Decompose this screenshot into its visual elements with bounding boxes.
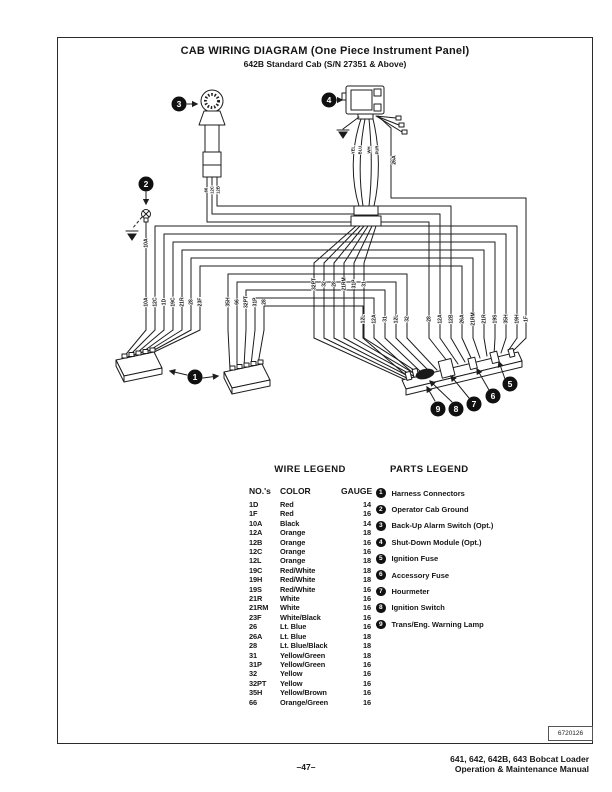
- wire-label: 28: [331, 281, 338, 287]
- svg-text:7: 7: [471, 399, 477, 409]
- wire-no: 31P: [249, 659, 262, 669]
- wire-label: 35H: [503, 314, 510, 324]
- part-number-badge: 4: [376, 538, 386, 548]
- wire-legend-row: [249, 509, 371, 518]
- svg-text:2: 2: [143, 179, 149, 189]
- parts-legend-items: [376, 485, 551, 633]
- svg-text:3: 3: [176, 99, 182, 109]
- part-number-badge: 8: [376, 603, 386, 613]
- wire-no: 12C: [249, 547, 263, 557]
- wire-labels: [144, 145, 530, 325]
- parts-legend-item: [376, 551, 551, 567]
- wire-no: 19C: [249, 565, 263, 575]
- part-number-badge: 2: [376, 505, 386, 515]
- wire-gauge: 16: [362, 697, 371, 707]
- wire-no: 19S: [249, 584, 262, 594]
- wire-legend-header-gauge: GAUGE: [341, 486, 373, 496]
- parts-legend-item: [376, 534, 551, 550]
- wire-gauge: 14: [362, 518, 371, 528]
- wire-legend-header-color: COLOR: [280, 486, 311, 496]
- wire-label: 26A: [459, 314, 466, 324]
- wire-color: Lt. Blue: [280, 631, 307, 641]
- wire-color: Lt. Blue: [280, 622, 307, 632]
- wire-legend-rows: [249, 500, 371, 707]
- wire-label: 21R: [481, 314, 488, 324]
- part-label: Back-Up Alarm Switch (Opt.): [391, 521, 494, 531]
- wire-legend-row: [249, 651, 371, 660]
- wire-no: 26: [249, 622, 258, 632]
- wire-gauge: 16: [362, 584, 371, 594]
- document-number: 6720126: [548, 726, 593, 741]
- harness-connector-right: [224, 330, 270, 394]
- part-label: Harness Connectors: [391, 488, 465, 498]
- wire-label: 12C: [152, 297, 159, 307]
- wire-no: 26A: [249, 631, 263, 641]
- wire-color: Yellow: [280, 669, 303, 679]
- wire-color: Orange: [280, 556, 306, 566]
- wire-color: Red: [280, 509, 294, 519]
- wire-gauge: 18: [362, 641, 371, 651]
- part-label: Ignition Switch: [391, 603, 445, 613]
- wire-gauge: 18: [362, 528, 371, 538]
- wire-label: 12L: [360, 314, 367, 324]
- wire-no: 23F: [249, 612, 262, 622]
- wire-color: Red/White: [280, 584, 316, 594]
- wire-color: Black: [280, 518, 300, 528]
- wire-label: 21RM: [341, 277, 348, 291]
- page-number: –47–: [296, 762, 316, 772]
- wire-label: 32PT: [243, 296, 250, 308]
- wire-gauge: 16: [362, 603, 371, 613]
- parts-legend-item: [376, 616, 551, 632]
- wire-legend-title: WIRE LEGEND: [274, 464, 346, 475]
- wire-label: 28: [426, 316, 433, 322]
- parts-legend: [376, 464, 551, 633]
- wire-label: 12C: [209, 186, 215, 194]
- wire-label: 12A: [371, 314, 378, 324]
- wire-no: 32PT: [249, 678, 267, 688]
- wire-label: 19C: [170, 297, 177, 307]
- wire-color: Yellow: [280, 678, 303, 688]
- harness-connector-left: [116, 330, 200, 382]
- wire-label: 31P: [252, 297, 259, 307]
- wire-gauge: 16: [362, 537, 371, 547]
- wire-legend-row: [249, 641, 371, 650]
- wire-legend-row: [249, 547, 371, 556]
- wire-gauge: 18: [362, 631, 371, 641]
- wire-legend-row: [249, 632, 371, 641]
- callout-3: [172, 97, 198, 112]
- wire-gauge: 16: [362, 547, 371, 557]
- parts-legend-title: PARTS LEGEND: [390, 464, 469, 475]
- part-number-badge: 9: [376, 620, 386, 630]
- wire-legend-row: [249, 660, 371, 669]
- wire-no: 28: [249, 641, 258, 651]
- wire-label: 32: [321, 281, 328, 287]
- part-label: Operator Cab Ground: [391, 505, 469, 515]
- wire-gauge: 18: [362, 575, 371, 585]
- wire-no: 12B: [249, 537, 263, 547]
- wire-label: WH: [366, 146, 372, 154]
- part-label: Accessory Fuse: [391, 570, 450, 580]
- wire-label: 31P: [351, 279, 358, 289]
- parts-legend-item: [376, 518, 551, 534]
- part-label: Hourmeter: [391, 587, 430, 597]
- wire-label: 21RM: [470, 312, 477, 326]
- cab-ground: [126, 210, 151, 241]
- wire-no: 1D: [249, 500, 259, 509]
- wire-legend-header: [249, 486, 371, 496]
- wire-label: 35H: [225, 297, 232, 307]
- wire-label: 32PT: [311, 278, 318, 290]
- wire-legend-row: [249, 538, 371, 547]
- wire-legend-row: [249, 594, 371, 603]
- wire-gauge: 16: [362, 622, 371, 632]
- wire-label: 1D: [161, 298, 168, 306]
- wire-label: 12B: [215, 186, 221, 194]
- wire-legend-row: [249, 669, 371, 678]
- wire-gauge: 18: [362, 556, 371, 566]
- parts-legend-item: [376, 583, 551, 599]
- wire-color: Lt. Blue/Black: [280, 641, 328, 651]
- wire-legend-row: [249, 528, 371, 537]
- wire-gauge: 16: [362, 678, 371, 688]
- wire-legend-row: [249, 688, 371, 697]
- wire-gauge: 16: [362, 509, 371, 519]
- wire-no: 35H: [249, 688, 263, 698]
- wire-color: White: [280, 603, 300, 613]
- wire-label: 28: [261, 299, 268, 305]
- part-number-badge: 1: [376, 488, 386, 498]
- wire-legend-header-no: NO.'s: [249, 486, 271, 496]
- part-number-badge: 7: [376, 587, 386, 597]
- wire-color: Yellow/Green: [280, 650, 326, 660]
- wire-label: 10A: [143, 238, 150, 248]
- wire-no: 31: [249, 650, 258, 660]
- wire-color: Red/White: [280, 575, 316, 585]
- wire-gauge: 16: [362, 612, 371, 622]
- wire-legend-row: [249, 566, 371, 575]
- parts-legend-item: [376, 485, 551, 501]
- wire-legend-row: [249, 679, 371, 688]
- footer: [450, 754, 589, 774]
- parts-legend-item: [376, 600, 551, 616]
- parts-legend-item: [376, 501, 551, 517]
- callout-1: [170, 370, 218, 385]
- wire-no: 66: [249, 697, 258, 707]
- wire-label: 12B: [448, 314, 455, 324]
- svg-text:9: 9: [435, 404, 441, 414]
- wire-gauge: 18: [362, 650, 371, 660]
- wire-no: 19H: [249, 575, 263, 585]
- wire-color: Orange: [280, 528, 306, 538]
- part-label: Trans/Eng. Warning Lamp: [391, 619, 484, 629]
- wire-color: Red: [280, 500, 294, 509]
- part-number-badge: 3: [376, 521, 386, 531]
- wire-label: 31: [382, 316, 389, 322]
- page-subtitle: 642B Standard Cab (S/N 27351 & Above): [243, 59, 407, 69]
- wire-label: 19S: [492, 314, 499, 324]
- part-number-badge: 5: [376, 554, 386, 564]
- wire-color: White: [280, 594, 300, 604]
- wire-label: 10A: [143, 297, 150, 307]
- wire-no: 12A: [249, 528, 263, 538]
- diagram-frame: [57, 37, 593, 744]
- wire-no: 12L: [249, 556, 262, 566]
- wire-label: 21R: [179, 297, 186, 307]
- wire-legend-row: [249, 603, 371, 612]
- wire-legend-row: [249, 698, 371, 707]
- wire-label: 66: [203, 187, 209, 193]
- wire-legend-row: [249, 622, 371, 631]
- svg-text:5: 5: [507, 379, 513, 389]
- wire-label: 32: [404, 316, 411, 322]
- wire-gauge: 18: [362, 565, 371, 575]
- wire-label: 66: [234, 299, 241, 305]
- wire-color: Orange: [280, 537, 306, 547]
- wire-label: 12L: [393, 314, 400, 324]
- wire-legend-row: [249, 500, 371, 509]
- wire-label: 1F: [523, 316, 530, 322]
- wire-color: Orange: [280, 547, 306, 557]
- callout-9: [427, 387, 446, 417]
- wire-gauge: 14: [362, 500, 371, 509]
- wire-gauge: 16: [362, 688, 371, 698]
- wire-color: Yellow/Green: [280, 659, 326, 669]
- wire-label: 12A: [437, 314, 444, 324]
- wire-no: 21R: [249, 594, 263, 604]
- part-number-badge: 6: [376, 570, 386, 580]
- wire-label: BLU: [357, 145, 363, 155]
- part-label: Ignition Fuse: [391, 554, 439, 564]
- wiring-diagram: [58, 38, 594, 468]
- wire-label: 31: [361, 281, 368, 287]
- wire-legend: [249, 464, 371, 707]
- part-label: Shut-Down Module (Opt.): [391, 537, 482, 547]
- page-title: CAB WIRING DIAGRAM (One Piece Instrument Panel): [180, 45, 470, 57]
- wire-label: YEL: [350, 145, 356, 155]
- footer-line-1: 641, 642, 642B, 643 Bobcat Loader: [450, 754, 589, 764]
- svg-text:6: 6: [490, 391, 496, 401]
- svg-text:1: 1: [192, 372, 198, 382]
- svg-text:4: 4: [326, 95, 332, 105]
- wire-legend-row: [249, 556, 371, 565]
- wire-color: White/Black: [280, 612, 321, 622]
- wire-color: Yellow/Brown: [280, 688, 327, 698]
- footer-line-2: Operation & Maintenance Manual: [454, 764, 589, 774]
- svg-text:8: 8: [453, 404, 459, 414]
- wire-no: 10A: [249, 518, 263, 528]
- parts-legend-item: [376, 567, 551, 583]
- wire-label: 26A: [391, 155, 398, 165]
- callout-4: [322, 93, 343, 108]
- wire-gauge: 16: [362, 669, 371, 679]
- wire-gauge: 16: [362, 659, 371, 669]
- wire-legend-row: [249, 613, 371, 622]
- wire-label: PUR: [374, 145, 380, 155]
- wire-color: Red/White: [280, 565, 316, 575]
- wire-legend-row: [249, 519, 371, 528]
- wire-legend-row: [249, 575, 371, 584]
- backup-alarm-switch: [199, 90, 225, 177]
- wire-gauge: 16: [362, 594, 371, 604]
- wire-legend-row: [249, 585, 371, 594]
- wire-no: 1F: [249, 509, 258, 519]
- wire-color: Orange/Green: [280, 697, 329, 707]
- wire-label: 19H: [514, 314, 521, 324]
- callout-2: [139, 177, 154, 205]
- wire-no: 21RM: [249, 603, 269, 613]
- wire-label: 23F: [197, 297, 204, 307]
- wire-label: 28: [188, 299, 195, 305]
- shutdown-module: [311, 86, 407, 338]
- wire-no: 32: [249, 669, 258, 679]
